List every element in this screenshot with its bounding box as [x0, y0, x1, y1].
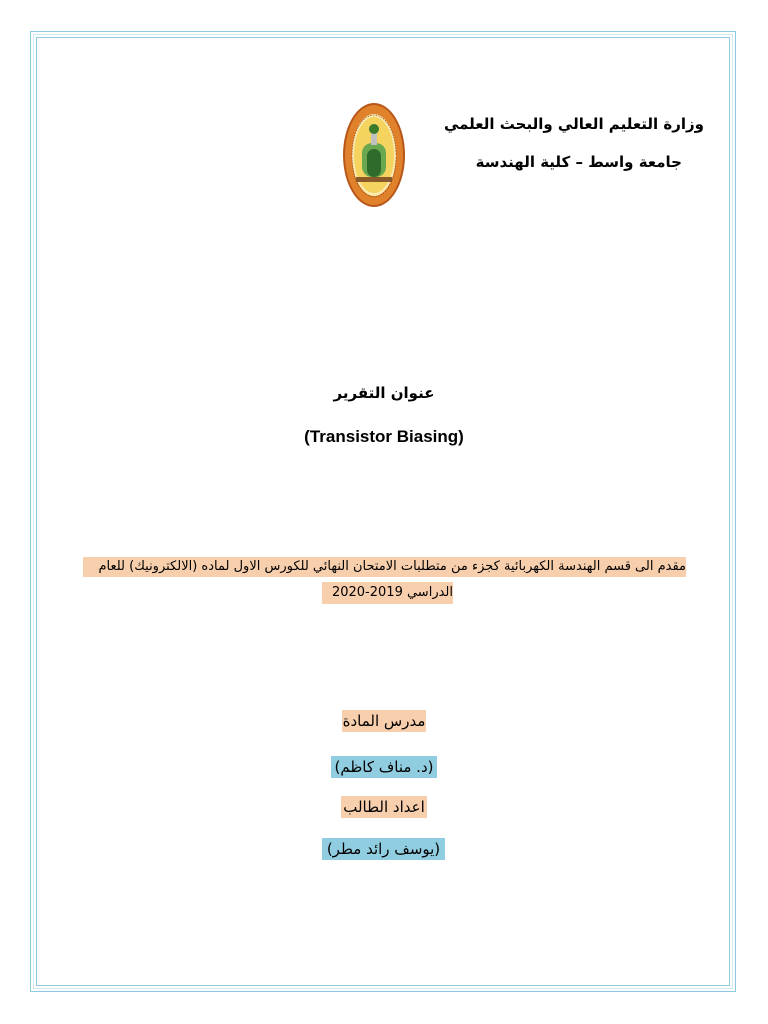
ministry-name: وزارة التعليم العالي والبحث العلمي [443, 115, 704, 133]
report-title-label: عنوان التقرير [333, 384, 435, 402]
submission-statement-line2: الدراسي 2019-2020 [322, 582, 453, 604]
college-seal-icon [342, 101, 406, 209]
student-name: (يوسف رائد مطر) [322, 838, 445, 860]
report-title-english: (Transistor Biasing) [304, 427, 464, 446]
submission-statement-line1: مقدم الى قسم الهندسة الكهربائية كجزء من متطلبات الامتحان النهائي للكورس الاول لماده (الالكترونيك) للعام [83, 557, 686, 577]
teacher-name: (د. مناف كاظم) [331, 756, 437, 778]
university-name: جامعة واسط – كلية الهندسة [475, 153, 682, 171]
teacher-label: مدرس المادة [342, 712, 426, 730]
student-label: اعداد الطالب [341, 796, 427, 818]
